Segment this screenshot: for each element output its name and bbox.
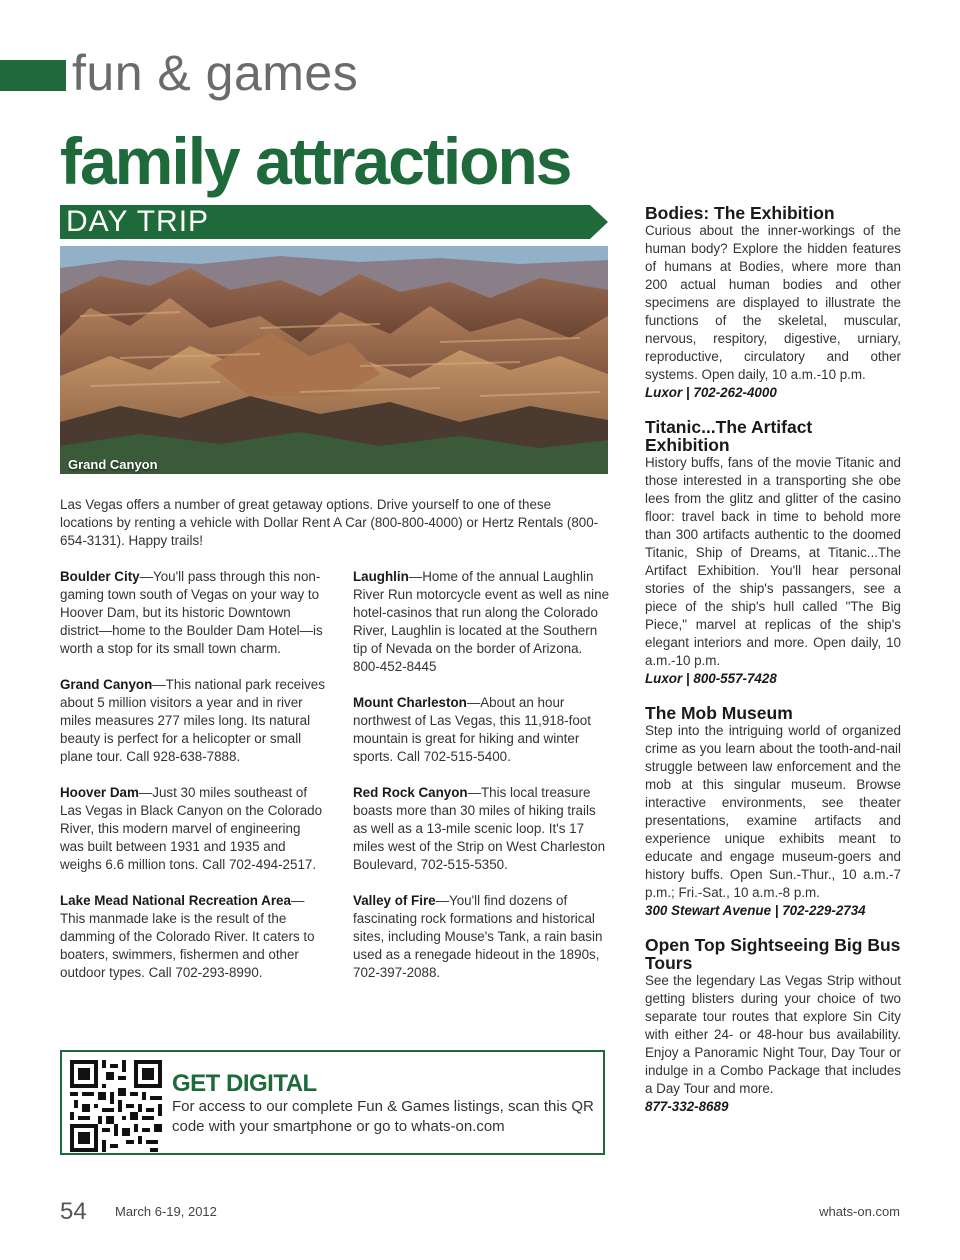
attraction-name: Mount Charleston	[353, 695, 467, 710]
exhibit-contact: 300 Stewart Avenue | 702-229-2734	[645, 903, 866, 918]
attraction-name: Hoover Dam	[60, 785, 139, 800]
exhibit-title: Open Top Sightseeing Big Bus Tours	[645, 935, 901, 973]
photo-caption: Grand Canyon	[68, 457, 158, 472]
attraction-text: —You'll find dozens of fascinating rock formations and historical sites, including Mouse's Tank, a rain basin used as a renegade hideout in the 1890s, 702-397-2088.	[353, 893, 603, 980]
attraction-entry	[353, 568, 611, 676]
issue-date: March 6-19, 2012	[115, 1204, 217, 1219]
exhibit-contact: Luxor | 800-557-7428	[645, 671, 777, 686]
exhibit-entry	[645, 704, 901, 920]
attraction-name: Valley of Fire	[353, 893, 436, 908]
attraction-entry	[353, 892, 611, 982]
middle-column	[353, 568, 611, 1000]
attraction-entry	[60, 568, 325, 658]
get-digital-title: GET DIGITAL	[172, 1070, 317, 1097]
exhibit-entry	[645, 418, 901, 688]
left-column	[60, 568, 325, 1000]
attraction-text: —About an hour northwest of Las Vegas, this 11,918-foot mountain is great for hiking and winter sports. Call 702-515-5400.	[353, 695, 591, 764]
website-link[interactable]: whats-on.com	[819, 1204, 900, 1219]
exhibit-title: Bodies: The Exhibition	[645, 203, 835, 223]
day-trip-label: DAY TRIP	[66, 205, 210, 238]
attraction-entry	[353, 784, 611, 874]
exhibit-title: The Mob Museum	[645, 703, 793, 723]
attraction-entry	[353, 694, 611, 766]
attraction-text: —You'll pass through this non-gaming town south of Vegas on your way to Hoover Dam, but its historic Downtown district—home to the Boulder Dam Hotel—is worth a stop for its small town charm.	[60, 569, 323, 656]
get-digital-text: For access to our complete Fun & Games listings, scan this QR code with your smartphone or go to whats-on.com	[172, 1098, 594, 1135]
attraction-name: Grand Canyon	[60, 677, 153, 692]
attraction-entry	[60, 892, 325, 982]
exhibit-body: History buffs, fans of the movie Titanic and those interested in a transporting she obe lees from the glitz and glitter of the casino floor: travel back in time to behold more than 300 artifacts authentic to the doomed Titanic, Ship of Dreams, at Titanic...The Artifact Exhibition. You'll hear personal stories of the ship's passangers, see a piece of the ship's hull called "The Big Piece," marvel at replicas of the ship's elegant interiors and more. Open daily, 10 a.m.-10 p.m.	[645, 455, 901, 668]
exhibit-body: Step into the intriguing world of organized crime as you learn about the tooth-and-nail struggle between law enforcement and the mob at this singular museum. Browse interactive environments, see theater presentations, examine artifacts and experience unique exhibits meant to educate and engage museum-goers and history buffs. Open Sun.-Thur., 10 a.m.-7 p.m.; Fri.-Sat., 10 a.m.-8 p.m.	[645, 723, 901, 900]
attraction-text: —Home of the annual Laughlin River Run motorcycle event as well as nine hotel-casinos that run along the Colorado River, Laughlin is located at the Southern tip of Nevada on the border of Arizona. 800-452-8445	[353, 569, 610, 674]
attraction-text: —Just 30 miles southeast of Las Vegas in Black Canyon on the Colorado River, this modern marvel of engineering was built between 1931 and 1935 and weighs 6.6 million tons. Call 702-494-2517.	[60, 785, 323, 872]
section-title: fun & games	[72, 45, 359, 101]
grand-canyon-photo	[60, 246, 608, 474]
attraction-text: —This local treasure boasts more than 30 miles of hiking trails as well as a 13-mile scenic loop. It's 17 miles west of the Strip on West Charleston Boulevard, 702-515-5350.	[353, 785, 606, 872]
attraction-entry	[60, 784, 325, 874]
attraction-name: Boulder City	[60, 569, 140, 584]
qr-code-icon[interactable]	[70, 1060, 162, 1152]
attraction-name: Laughlin	[353, 569, 409, 584]
exhibit-entry	[645, 936, 901, 1116]
attraction-text: —This manmade lake is the result of the damming of the Colorado River. It caters to boaters, swimmers, fishermen and other outdoor types. Call 702-293-8990.	[60, 893, 315, 980]
exhibit-title: Titanic...The Artifact Exhibition	[645, 417, 813, 455]
attraction-entry	[60, 676, 325, 766]
page-title: family attractions	[60, 124, 571, 198]
exhibit-contact: 877-332-8689	[645, 1099, 729, 1114]
right-column	[645, 204, 901, 1132]
intro-paragraph: Las Vegas offers a number of great getaway options. Drive yourself to one of these locations by renting a vehicle with Dollar Rent A Car (800-800-4000) or Hertz Rentals (800-654-3131). Happy trails!	[60, 497, 599, 548]
exhibit-entry	[645, 204, 901, 402]
attraction-text: —This national park receives about 5 million visitors a year and in river miles measures 277 miles long. Its natural beauty is perfect for a helicopter or small plane tour. Call 928-638-7888.	[60, 677, 325, 764]
exhibit-body: See the legendary Las Vegas Strip without getting blisters during your choice of two separate tour routes that explore Sin City with either 24- or 48-hour bus availability. Enjoy a Panoramic Night Tour, Day Tour or indulge in a Combo Package that includes a Day Tour and more.	[645, 973, 901, 1096]
get-digital-box	[60, 1050, 605, 1155]
exhibit-body: Curious about the inner-workings of the human body? Explore the hidden features of humans at Bodies, where more than 200 actual human bodies and other specimens are displayed to illustrate the functions of the skeletal, muscular, nervous, respitory, digestive, urniary, reproductive, circulatory and other systems. Open daily, 10 a.m.-10 p.m.	[645, 223, 901, 382]
attraction-name: Red Rock Canyon	[353, 785, 468, 800]
exhibit-contact: Luxor | 702-262-4000	[645, 385, 777, 400]
attraction-name: Lake Mead National Recreation Area	[60, 893, 291, 908]
page-number: 54	[60, 1198, 87, 1225]
day-trip-banner	[60, 205, 608, 239]
section-color-bar	[0, 60, 66, 91]
